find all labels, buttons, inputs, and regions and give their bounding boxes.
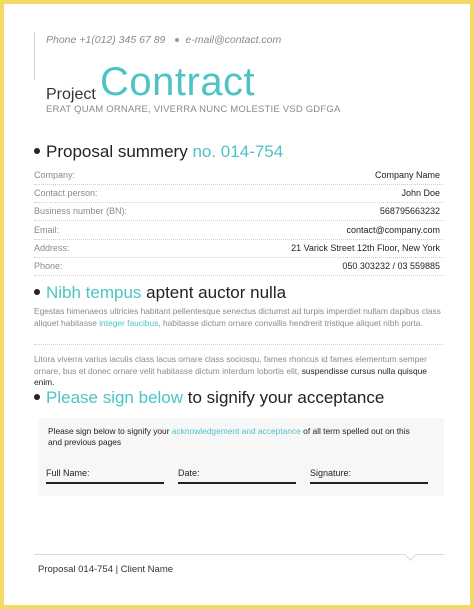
para2-text: Litora viverra varius iaculis class lacus ornare class sociosqu, fames rhoncus id fames elementum semper ornare, bus et donec ornare velit habitasse dictum interdum lobortis elit, <box>34 354 427 376</box>
sign-heading-accent: Please sign below <box>46 388 184 407</box>
proposal-heading <box>34 142 283 162</box>
header-contact <box>46 34 281 46</box>
table-row <box>34 239 444 258</box>
signature-label: Signature: <box>310 468 352 478</box>
footer-text: Proposal 014-754 | Client Name <box>38 564 174 575</box>
para1-text-end: , habitasse dictum ornare convallis hendrerit tristique aliquet nibh porta. <box>158 317 423 328</box>
header-phone: Phone +1(012) 345 67 89 <box>46 34 166 46</box>
row-value: 568795663232 <box>379 206 440 217</box>
table-row <box>34 184 444 203</box>
header-vertical-rule <box>34 32 35 80</box>
row-label: Company: <box>34 170 76 180</box>
date-field[interactable] <box>178 482 296 484</box>
signature-instructions <box>48 426 418 448</box>
bullet-icon <box>34 289 40 295</box>
sign-text: Please sign below to signify your <box>48 426 170 436</box>
contract-page <box>4 4 470 605</box>
table-row <box>34 202 444 221</box>
table-row <box>34 221 444 240</box>
para1-text: Egestas himenaeos ultricies habitant pellentesque senectus dictumst ad turpis imperdiet nullam dapibus class aliquet habitasse <box>34 306 441 328</box>
header-email: e-mail@contact.com <box>185 34 282 46</box>
para1-link[interactable]: integer faucibus <box>99 317 159 328</box>
section-heading-accent: Nibh tempus <box>46 283 142 302</box>
row-value: 21 Varick Street 12th Floor, New York <box>291 242 440 253</box>
title-contract: Contract <box>100 60 256 104</box>
row-label: Email: <box>34 224 60 235</box>
divider <box>34 344 444 345</box>
row-label: Phone: <box>34 261 63 271</box>
row-value: Company Name <box>374 170 440 180</box>
bullet-icon <box>34 394 40 400</box>
row-label: Business number (BN): <box>34 206 128 217</box>
proposal-number: no. 014-754 <box>192 142 284 161</box>
table-row <box>34 166 444 185</box>
sign-heading-rest: to signify your acceptance <box>187 388 385 407</box>
section-heading-rest: aptent auctor nulla <box>146 283 287 302</box>
table-row <box>34 257 444 276</box>
full-name-field[interactable] <box>46 482 164 484</box>
full-name-label: Full Name: <box>46 468 90 478</box>
sign-text-end: of all term spelled out on this and previous pages <box>48 426 410 447</box>
header-subtitle: ERAT QUAM ORNARE, VIVERRA NUNC MOLESTIE VSD GDFGA <box>46 104 341 115</box>
row-value: John Doe <box>401 188 440 199</box>
bullet-icon <box>34 148 40 154</box>
title-project: Project <box>46 86 96 103</box>
para2-text-end: suspendisse cursus nulla quisque enim. <box>34 365 427 387</box>
signature-field[interactable] <box>310 482 428 484</box>
row-label: Contact person: <box>34 188 98 199</box>
proposal-heading-text: Proposal summery <box>46 142 188 161</box>
footer-rule <box>34 554 444 555</box>
sign-link[interactable]: acknowledgement and acceptance <box>171 426 301 436</box>
footer-notch <box>404 548 417 561</box>
row-label: Address: <box>34 242 70 253</box>
separator-dot-icon <box>175 38 179 42</box>
row-value: 050 303232 / 03 559885 <box>342 261 440 271</box>
paragraph-1 <box>34 306 444 329</box>
date-label: Date: <box>178 468 200 478</box>
row-value: contact@company.com <box>346 224 440 235</box>
paragraph-2 <box>34 354 444 389</box>
sign-heading <box>34 388 384 408</box>
section-heading <box>34 283 286 303</box>
